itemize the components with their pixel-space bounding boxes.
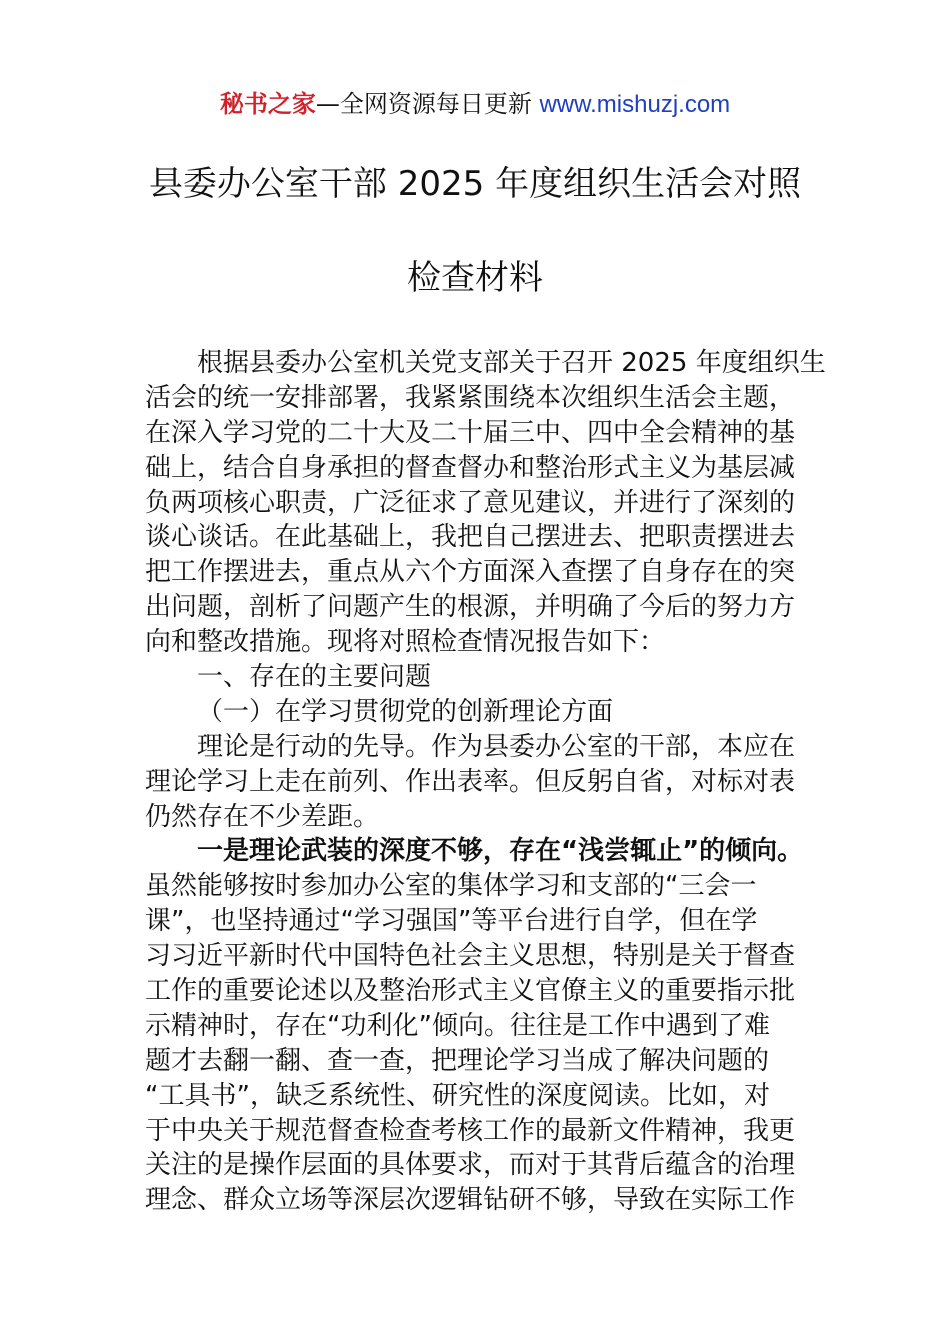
body-line: 出问题，剖析了问题产生的根源，并明确了今后的努力方	[145, 592, 796, 623]
body-line: 活会的统一安排部署，我紧紧围绕本次组织生活会主题，	[145, 382, 796, 413]
body-line: 谈心谈话。在此基础上，我把自己摆进去、把职责摆进去	[145, 522, 796, 553]
body-line: 关注的是操作层面的具体要求，而对于其背后蕴含的治理	[145, 1150, 796, 1181]
body-line: 工作的重要论述以及整治形式主义官僚主义的重要指示批	[145, 976, 796, 1007]
body-line: 在深入学习党的二十大及二十届三中、四中全会精神的基	[145, 417, 796, 448]
site-banner	[0, 86, 950, 123]
site-url-link[interactable]: www.mishuzj.com	[539, 91, 731, 118]
body-line: 示精神时，存在“功利化”倾向。往往是工作中遇到了难	[145, 1010, 770, 1041]
body-line: 于中央关于规范督查检查考核工作的最新文件精神，我更	[145, 1115, 796, 1146]
body-line: 仍然存在不少差距。	[145, 801, 380, 832]
section-heading: 一、存在的主要问题	[197, 662, 432, 693]
body-line: 习习近平新时代中国特色社会主义思想，特别是关于督查	[145, 941, 796, 972]
body-line: 根据县委办公室机关党支部关于召开 2025 年度组织生	[197, 348, 826, 378]
body-line: 理念、群众立场等深层次逻辑钻研不够，导致在实际工作	[145, 1185, 796, 1216]
document-title-line-2: 检查材料	[407, 258, 543, 298]
body-line: 虽然能够按时参加办公室的集体学习和支部的“三会一	[145, 871, 757, 902]
bold-point-heading: 一是理论武装的深度不够，存在“浅尝辄止”的倾向。	[197, 836, 804, 867]
body-line: 题才去翻一翻、查一查，把理论学习当成了解决问题的	[145, 1045, 770, 1076]
document-body	[145, 346, 826, 1218]
body-line: 础上，结合自身承担的督查督办和整治形式主义为基层减	[145, 452, 796, 483]
body-line: “工具书”，缺乏系统性、研究性的深度阅读。比如，对	[145, 1080, 770, 1111]
body-line: 负两项核心职责，广泛征求了意见建议，并进行了深刻的	[145, 487, 796, 518]
subsection-heading: （一）在学习贯彻党的创新理论方面	[197, 696, 614, 727]
body-line: 把工作摆进去，重点从六个方面深入查摆了自身存在的突	[145, 557, 796, 588]
brand-name: 秘书之家	[219, 90, 316, 118]
banner-tagline: —全网资源每日更新	[315, 90, 540, 118]
document-title-line-1: 县委办公室干部 2025 年度组织生活会对照	[148, 164, 802, 204]
body-line: 向和整改措施。现将对照检查情况报告如下：	[145, 627, 666, 658]
body-line: 理论学习上走在前列、作出表率。但反躬自省，对标对表	[145, 766, 796, 797]
body-line: 课”，也坚持通过“学习强国”等平台进行自学，但在学	[145, 906, 758, 937]
body-line: 理论是行动的先导。作为县委办公室的干部，本应在	[197, 731, 796, 762]
